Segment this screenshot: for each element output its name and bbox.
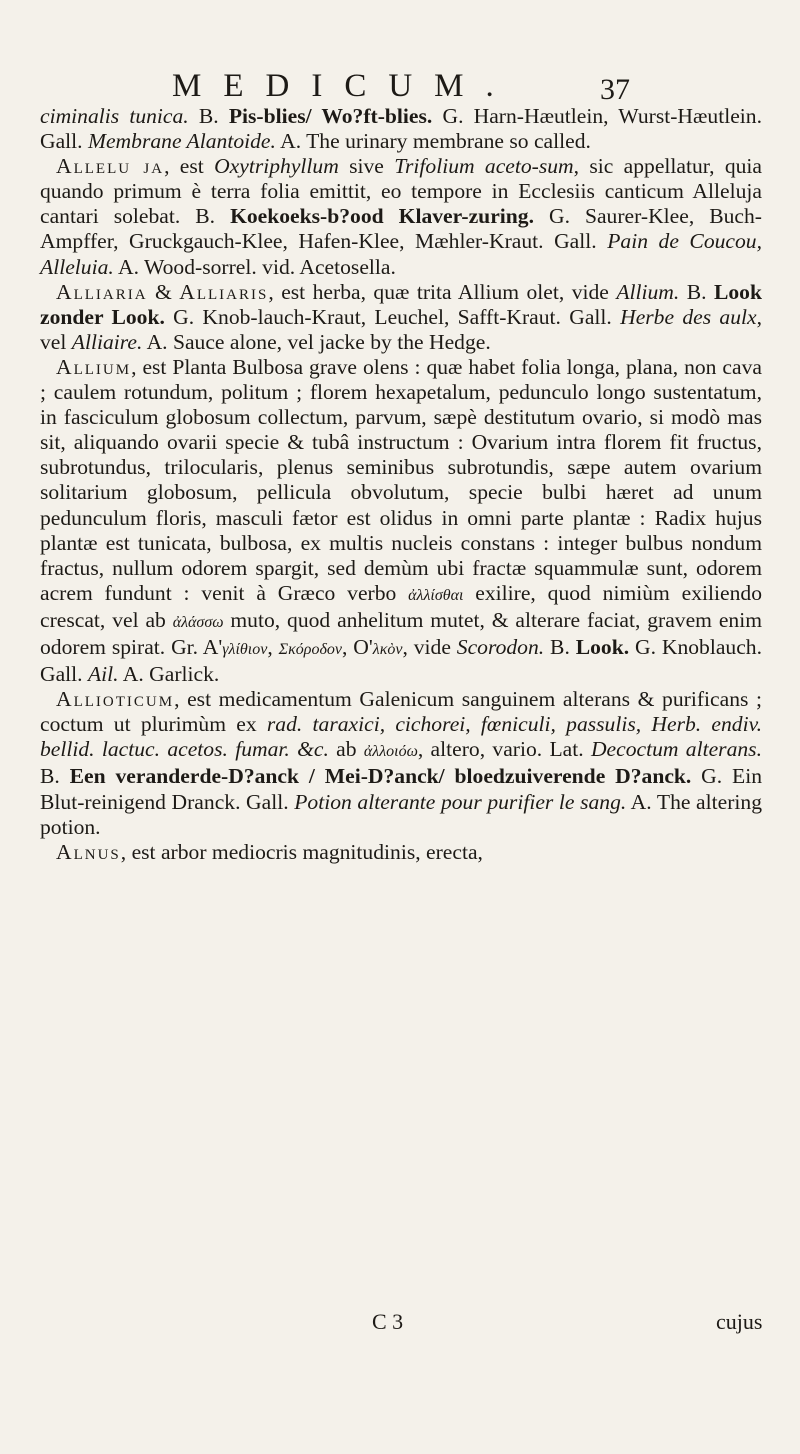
running-title: MEDICUM. [172, 68, 516, 104]
entry-alliaria: Alliaria & Alliaris, est herba, quæ trita Allium olet, vide Allium. B. Look zonder Look. G. Knob-lauch-Kraut, Leuchel, Safft-Kraut. Gall. Herbe des aulx, vel Alliaire. A. Sauce alone, vel jacke by the Hedge. [40, 279, 762, 354]
headword: Alliaris [179, 279, 269, 304]
entry-allium: Allium, est Planta Bulbosa grave olens : quæ habet folia longa, plana, non cava ; caulem rotundum, politum ; florem hexapetalum, pedunculo longo sustentatum, in fasciculum globosum collectum, parvum, sæpè destitutum ovario, si modò mas sit, aliquando ovarii specie & tubâ instructum : Ovarium intra florem fit fructus, subrotundus, trilocularis, plenus seminibus subrotundis, sæpe autem ovarium solitarium globosum, pellicula obvolutum, specie bulbi hæret ad unum pedunculum floris, masculi fætor est olidus in omni parte plantæ : Radix hujus plantæ est tunicata, bulbosa, ex multis nucleis constans : integer bulbus nondum fractus, nullum odorem spargit, sed demùm ubi fractæ squammulæ sunt, odorem acrem fundunt : venit à Græco verbo ἀλλίσθαι exilire, quod nimiùm exiliendo crescat, vel ab ἀλάσσω muto, quod anhelitum mutet, & alterare faciat, gravem enim odorem spirat. Gr. A'γλίθιον, Σκόροδον, O'λκὸν, vide Scorodon. B. Look. G. Knoblauch. Gall. Ail. A. Garlick. [40, 354, 763, 687]
entry-alnus: Alnus, est arbor mediocris magnitudinis, erecta, [56, 839, 483, 864]
page-footer [0, 1307, 800, 1337]
headword: Allioticum [56, 687, 175, 712]
page-number: 37 [600, 73, 630, 106]
page-header [0, 66, 800, 106]
headword: Alliaria [56, 279, 148, 304]
headword: Alnus [56, 839, 121, 864]
signature-mark: C 3 [372, 1309, 404, 1334]
dictionary-text [40, 104, 762, 865]
catchword: cujus [716, 1309, 763, 1334]
entry-allioticum: Allioticum, est medicamentum Galenicum sanguinem alterans & purificans ; coctum ut plurimùm ex rad. taraxici, cichorei, fœniculi, passulis, Herb. endiv. bellid. lactuc. acetos. fumar. &c. ab ἀλλοιόω, altero, vario. Lat. Decoctum alterans. B. Een veranderde-D?anck / Mei-D?anck/ bloedzuiverende D?anck. G. Ein Blut-reinigend Dranck. Gall. Potion alterante pour purifier le sang. A. The altering potion. [40, 687, 763, 839]
entry-alleluja: Allelu ja, est Oxytriphyllum sive Trifolium aceto-sum, sic appellatur, quia quando primum è terra folia emittit, eo tempore in Ecclesiis canticum Alleluja cantari solebat. B. Koekoeks-b?ood Klaver-zuring. G. Saurer-Klee, Buch-Ampffer, Gruckgauch-Klee, Hafen-Klee, Mæhler-Kraut. Gall. Pain de Coucou, Alleluia. A. Wood-sorrel. vid. Acetosella. [40, 154, 763, 279]
entry-continuation: ciminalis tunica. B. Pis-blies/ Wo?ft-blies. G. Harn-Hæutlein, Wurst-Hæutlein. Gall. Membrane Alantoide. A. The urinary membrane so called. [40, 104, 762, 154]
headword: Allium [56, 354, 132, 379]
headword: Allelu ja [56, 154, 165, 179]
